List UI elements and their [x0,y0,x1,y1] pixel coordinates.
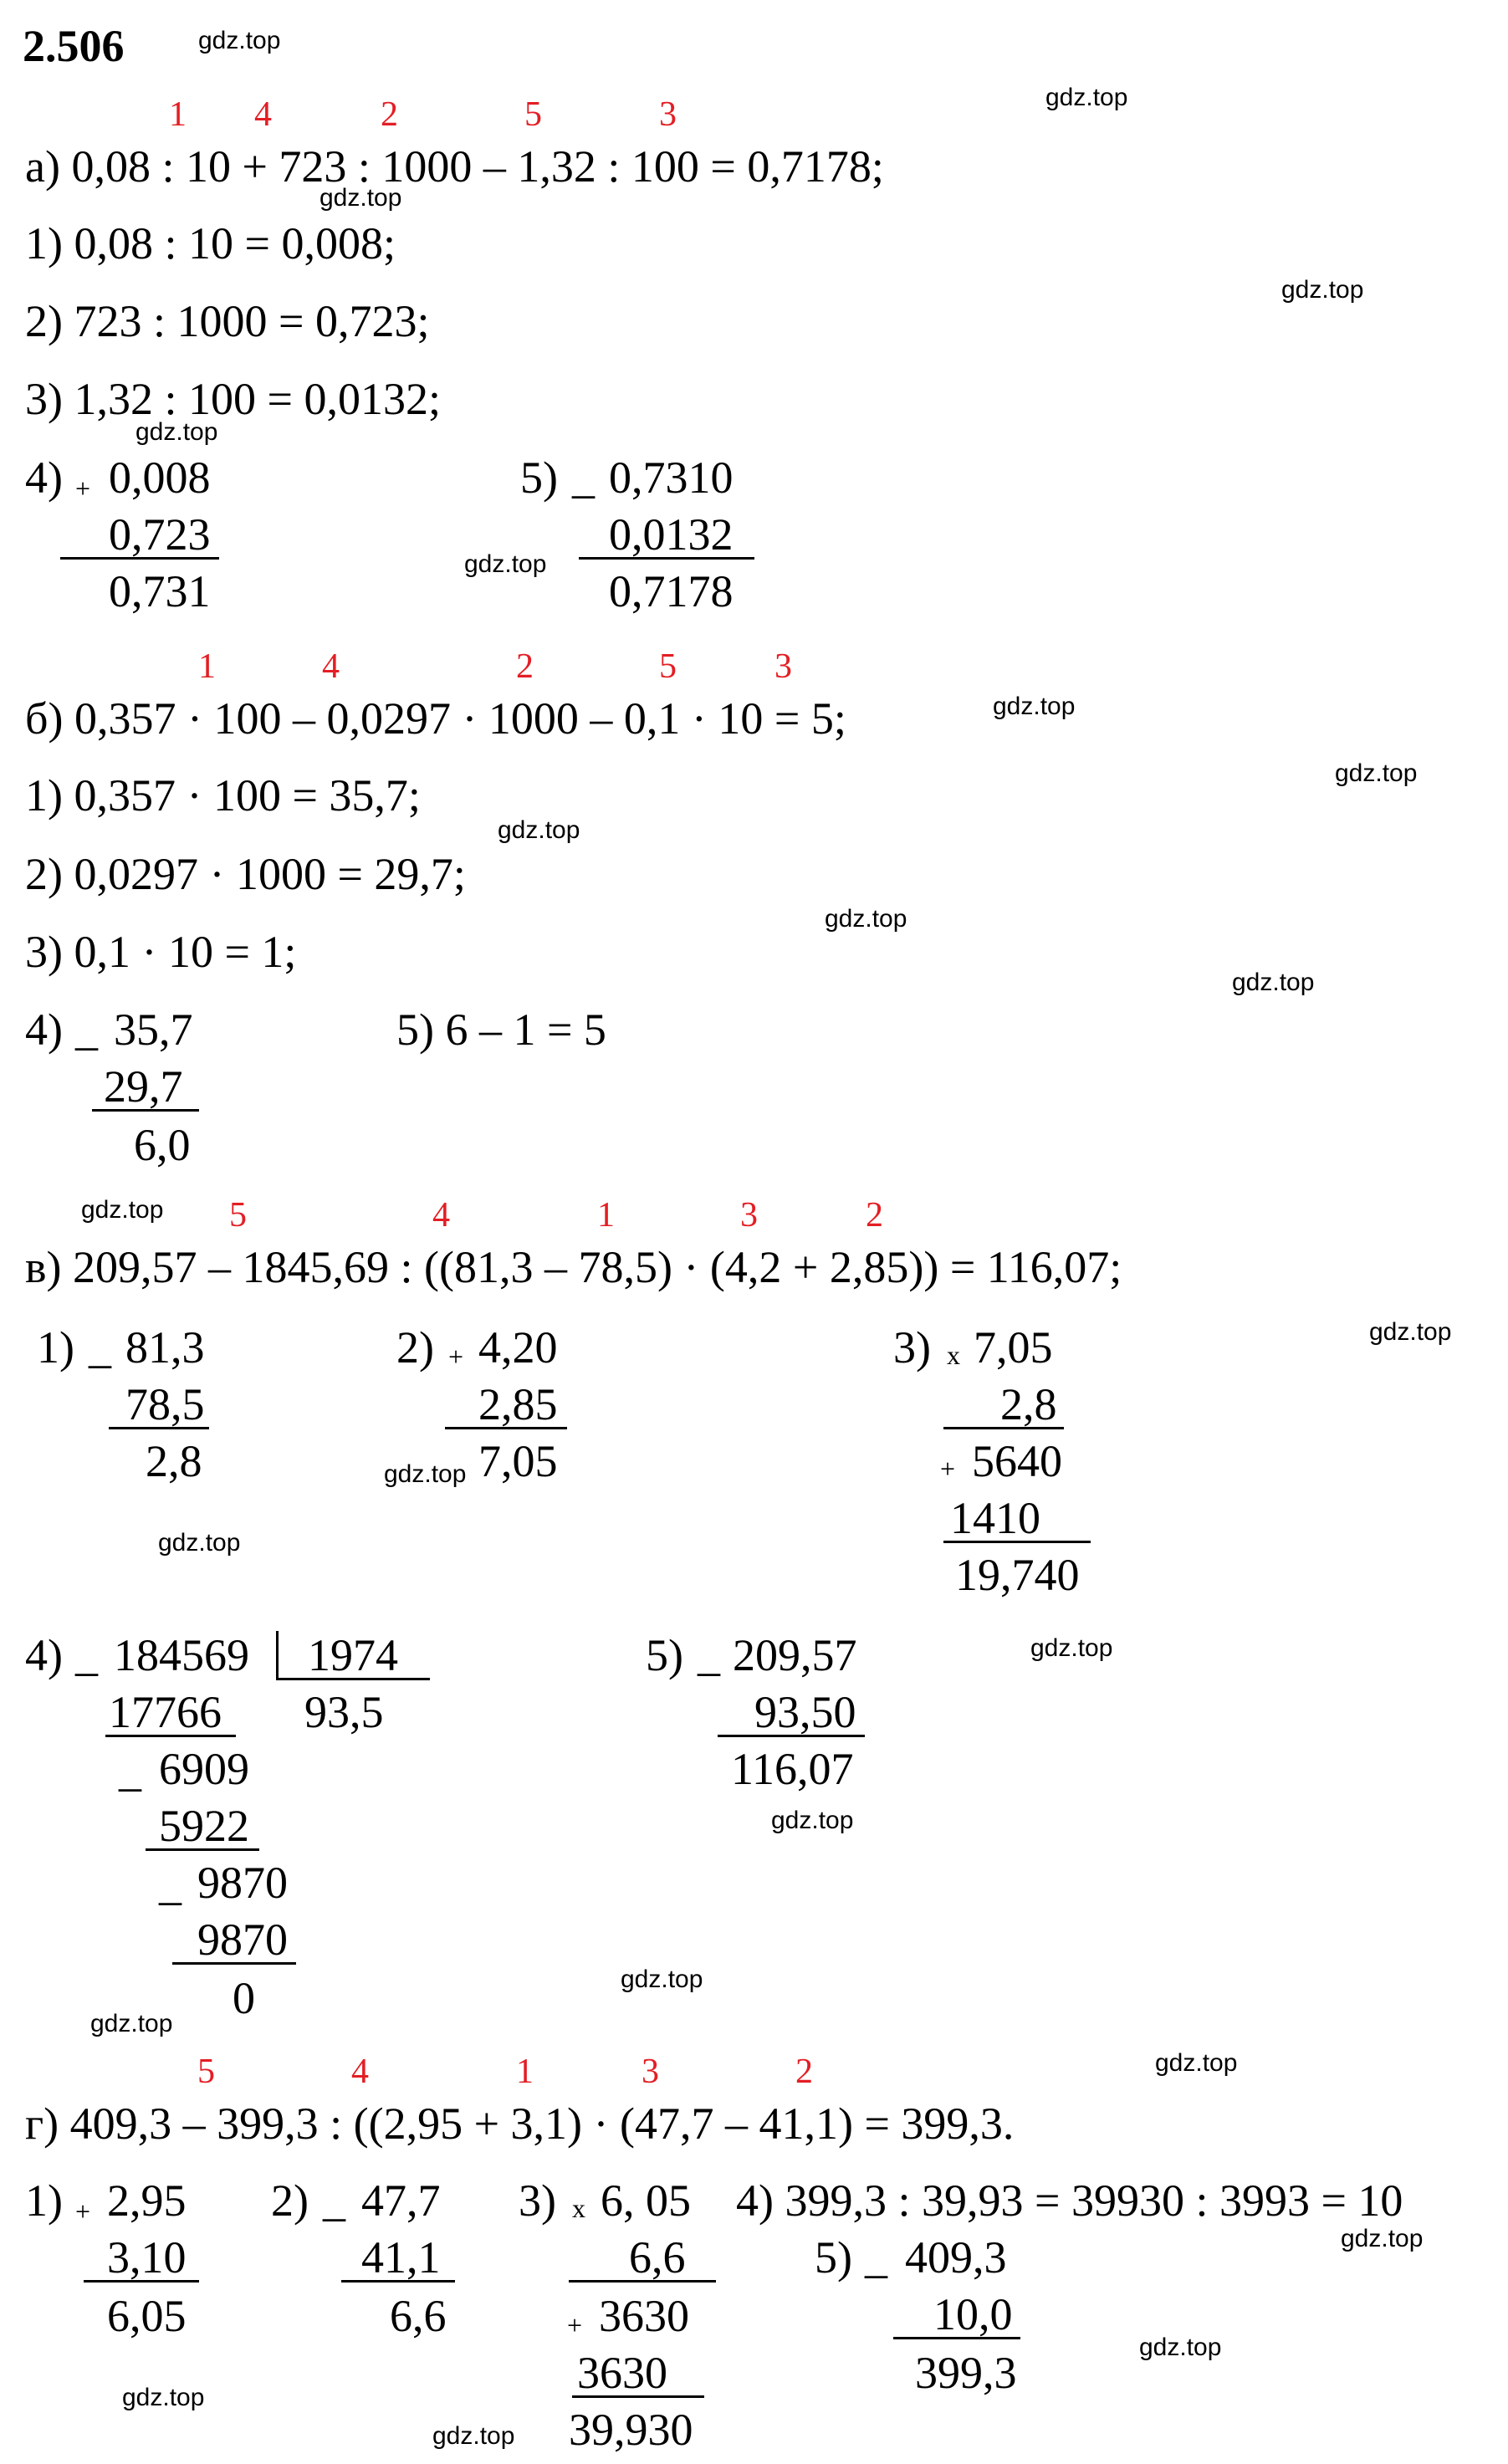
column-line [445,1427,567,1429]
partial-product: 3630 [577,2348,667,2398]
order-number: 3 [774,647,792,686]
column-line [718,1735,865,1737]
column-middle: 10,0 [933,2289,1013,2339]
minus-sign: _ [75,1630,98,1680]
column-top: 4,20 [478,1322,558,1373]
column-middle: 2,8 [1000,1379,1057,1429]
divisor-line [276,1678,430,1680]
step-a-5-label: 5) [520,452,558,503]
column-line [579,557,754,560]
step-v-4-label: 4) [25,1630,63,1680]
order-number: 2 [866,1196,883,1235]
partial-product: 1410 [950,1493,1040,1543]
minus-sign: _ [865,2232,887,2283]
watermark: gdz.top [122,2384,205,2411]
watermark: gdz.top [1045,84,1128,111]
remainder: 6909 [159,1744,249,1794]
order-number: 5 [524,95,542,134]
step-b-3: 3) 0,1 · 10 = 1; [25,927,297,977]
step-a-4-label: 4) [25,452,63,503]
column-result: 39,930 [569,2405,693,2455]
order-number: 4 [254,95,272,134]
minus-sign: _ [119,1746,141,1796]
order-number: 5 [229,1196,247,1235]
watermark: gdz.top [432,2422,515,2450]
column-result: 2,8 [146,1436,202,1486]
watermark: gdz.top [1030,1634,1113,1662]
watermark: gdz.top [771,1807,854,1834]
order-number: 5 [197,2052,215,2091]
column-result: 19,740 [955,1550,1080,1600]
partial-product: 3630 [599,2291,689,2341]
watermark: gdz.top [319,184,402,212]
quotient: 93,5 [304,1687,384,1737]
column-result: 0,731 [109,566,211,616]
step-a-1: 1) 0,08 : 10 = 0,008; [25,218,396,268]
column-result: 6,6 [390,2291,447,2341]
final-remainder: 0 [233,1973,255,2023]
column-line [105,1735,236,1737]
column-line [569,2280,716,2283]
watermark: gdz.top [1281,276,1364,304]
plus-sign: + [75,2196,91,2226]
column-middle: 41,1 [361,2232,441,2283]
minus-sign: _ [89,1322,111,1373]
plus-sign: + [940,1454,956,1484]
watermark: gdz.top [993,693,1076,720]
plus-sign: + [567,2310,583,2340]
column-middle: 0,0132 [609,509,734,560]
watermark: gdz.top [384,1460,467,1488]
minus-sign: _ [572,452,595,503]
column-line [893,2337,1020,2339]
order-number: 4 [351,2052,369,2091]
order-number: 1 [597,1196,615,1235]
step-v-3-label: 3) [893,1322,931,1373]
subtrahend: 17766 [109,1687,222,1737]
column-top: 0,008 [109,452,211,503]
column-middle: 3,10 [107,2232,187,2283]
watermark: gdz.top [81,1196,164,1224]
watermark: gdz.top [1155,2049,1238,2077]
dividend: 184569 [114,1630,249,1680]
remainder: 9870 [197,1858,288,1908]
exercise-number: 2.506 [23,21,125,71]
column-line [146,1848,259,1851]
column-line [84,2280,199,2283]
order-number: 5 [659,647,677,686]
minus-sign: _ [75,1005,98,1055]
column-line [172,1962,296,1965]
multiply-sign: x [572,2193,585,2223]
step-g-5-label: 5) [815,2232,852,2283]
column-top: 7,05 [974,1322,1053,1373]
step-b-2: 2) 0,0297 · 1000 = 29,7; [25,849,466,899]
watermark: gdz.top [1232,969,1315,996]
plus-sign: + [75,473,91,504]
column-middle: 2,85 [478,1379,558,1429]
step-b-1: 1) 0,357 · 100 = 35,7; [25,770,421,820]
order-number: 4 [432,1196,450,1235]
column-line [572,2395,704,2398]
step-g-2-label: 2) [271,2175,309,2226]
column-result: 0,7178 [609,566,734,616]
column-result: 116,07 [731,1744,854,1794]
step-b-4-label: 4) [25,1005,63,1055]
order-number: 1 [516,2052,534,2091]
expression-v: в) 209,57 – 1845,69 : ((81,3 – 78,5) · (4,2 + 2,85)) = 116,07; [25,1242,1122,1292]
order-number: 2 [381,95,398,134]
column-middle: 29,7 [104,1061,183,1112]
minus-sign: _ [159,1859,181,1909]
watermark: gdz.top [825,905,907,933]
order-number: 3 [659,95,677,134]
watermark: gdz.top [90,2010,173,2037]
expression-g: г) 409,3 – 399,3 : ((2,95 + 3,1) · (47,7 – 41,1) = 399,3. [25,2098,1015,2149]
watermark: gdz.top [158,1529,241,1557]
column-line [60,557,219,560]
order-number: 3 [740,1196,758,1235]
watermark: gdz.top [498,816,580,844]
column-result: 399,3 [915,2348,1017,2398]
watermark: gdz.top [1369,1318,1452,1346]
step-v-1-label: 1) [37,1322,74,1373]
watermark: gdz.top [1139,2334,1222,2361]
expression-a: а) 0,08 : 10 + 723 : 1000 – 1,32 : 100 = 0,7178; [25,141,884,192]
minus-sign: _ [323,2175,345,2226]
watermark: gdz.top [198,27,281,54]
multiply-sign: x [947,1340,960,1370]
order-number: 4 [322,647,340,686]
step-v-2-label: 2) [396,1322,434,1373]
order-number: 2 [795,2052,813,2091]
column-top: 409,3 [905,2232,1007,2283]
order-number: 1 [198,647,216,686]
watermark: gdz.top [464,550,547,578]
expression-b: б) 0,357 · 100 – 0,0297 · 1000 – 0,1 · 10 = 5; [25,693,846,744]
divisor: 1974 [308,1630,398,1680]
column-line [341,2280,455,2283]
division-bar [276,1631,279,1678]
step-b-5: 5) 6 – 1 = 5 [396,1005,606,1055]
column-top: 81,3 [125,1322,205,1373]
watermark: gdz.top [621,1966,703,1993]
column-top: 6, 05 [601,2175,691,2226]
column-top: 209,57 [733,1630,857,1680]
step-a-3: 3) 1,32 : 100 = 0,0132; [25,374,441,424]
column-line [943,1541,1091,1543]
step-g-3-label: 3) [519,2175,556,2226]
column-top: 35,7 [114,1005,193,1055]
column-result: 7,05 [478,1436,558,1486]
column-top: 0,7310 [609,452,734,503]
column-middle: 0,723 [109,509,211,560]
column-line [943,1427,1064,1429]
watermark: gdz.top [1341,2225,1424,2252]
subtrahend: 5922 [159,1801,249,1851]
column-middle: 6,6 [629,2232,686,2283]
order-number: 1 [169,95,187,134]
column-top: 2,95 [107,2175,187,2226]
subtrahend: 9870 [197,1914,288,1965]
order-number: 3 [642,2052,659,2091]
column-middle: 93,50 [754,1687,856,1737]
column-top: 47,7 [361,2175,441,2226]
watermark: gdz.top [135,418,218,446]
step-g-1-label: 1) [25,2175,63,2226]
order-number: 2 [516,647,534,686]
watermark: gdz.top [1335,759,1418,787]
column-line [109,1427,209,1429]
plus-sign: + [448,1342,464,1372]
partial-product: 5640 [972,1436,1062,1486]
column-result: 6,05 [107,2291,187,2341]
step-g-4: 4) 399,3 : 39,93 = 39930 : 3993 = 10 [736,2175,1403,2226]
column-middle: 78,5 [125,1379,205,1429]
step-a-2: 2) 723 : 1000 = 0,723; [25,296,430,346]
column-result: 6,0 [134,1120,191,1170]
minus-sign: _ [698,1630,720,1680]
column-line [92,1109,199,1112]
step-v-5-label: 5) [646,1630,683,1680]
